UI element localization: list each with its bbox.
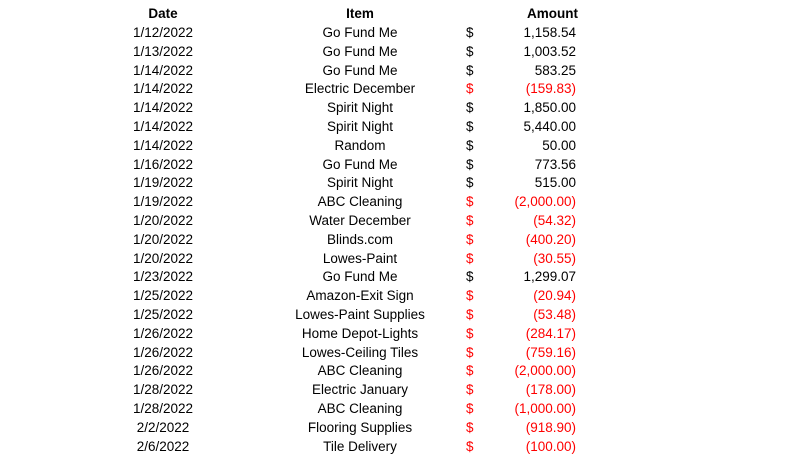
row-currency: $ [466, 401, 474, 416]
row-amount: 583.25 [534, 62, 576, 78]
row-amount: 50.00 [542, 137, 576, 153]
row-amount: (178.00) [525, 382, 576, 398]
row-date: 1/26/2022 [132, 325, 194, 341]
row-currency: $ [466, 43, 474, 59]
table-row [0, 211, 791, 230]
row-date: 2/6/2022 [136, 438, 190, 454]
row-amount: 1,003.52 [523, 43, 576, 59]
row-currency: $ [466, 269, 474, 285]
table-row [0, 23, 791, 42]
row-currency: $ [466, 175, 474, 191]
row-amount: 1,850.00 [523, 100, 576, 116]
row-currency: $ [466, 81, 474, 97]
row-amount: 1,299.07 [523, 269, 576, 285]
row-amount: (400.20) [525, 231, 576, 247]
row-currency: $ [466, 363, 474, 379]
row-amount: (100.00) [525, 438, 576, 454]
table-row [0, 136, 791, 155]
row-date: 1/19/2022 [132, 175, 194, 191]
row-item: Go Fund Me [322, 62, 398, 78]
row-date: 1/23/2022 [132, 269, 194, 285]
row-date: 1/14/2022 [132, 100, 194, 116]
row-amount: (759.16) [525, 344, 576, 360]
row-currency: $ [466, 119, 474, 134]
row-amount: (30.55) [533, 250, 576, 266]
table-row [0, 286, 791, 305]
item-header: Item [346, 6, 374, 21]
row-item: Go Fund Me [322, 25, 398, 40]
table-row [0, 437, 791, 456]
table-row [0, 42, 791, 61]
row-currency: $ [466, 382, 474, 398]
row-currency: $ [466, 344, 474, 360]
row-amount: 5,440.00 [523, 119, 576, 134]
row-amount: (54.32) [533, 213, 576, 228]
row-currency: $ [466, 438, 474, 454]
row-currency: $ [466, 156, 474, 172]
row-item: ABC Cleaning [317, 194, 403, 210]
table-row [0, 343, 791, 362]
row-amount: 773.56 [534, 156, 576, 172]
row-currency: $ [466, 62, 474, 78]
row-item: Lowes-Ceiling Tiles [301, 344, 419, 360]
row-item: Amazon-Exit Sign [306, 288, 414, 304]
row-date: 1/19/2022 [132, 194, 194, 210]
row-amount: (1,000.00) [514, 401, 576, 416]
row-date: 1/25/2022 [132, 288, 194, 304]
row-item: Random [334, 137, 386, 153]
row-item: Flooring Supplies [307, 419, 413, 435]
row-date: 1/20/2022 [132, 213, 194, 228]
row-currency: $ [466, 25, 474, 40]
row-date: 1/20/2022 [132, 250, 194, 266]
row-item: Go Fund Me [322, 156, 398, 172]
row-date: 1/12/2022 [132, 25, 194, 40]
table-row [0, 117, 791, 136]
table-row [0, 98, 791, 117]
row-currency: $ [466, 288, 474, 304]
table-row [0, 173, 791, 192]
row-item: Spirit Night [326, 175, 394, 191]
row-item: Blinds.com [326, 231, 394, 247]
row-date: 1/25/2022 [132, 307, 194, 322]
row-currency: $ [466, 231, 474, 247]
table-row [0, 267, 791, 286]
row-date: 1/14/2022 [132, 119, 194, 134]
table-row [0, 380, 791, 399]
row-date: 1/20/2022 [132, 231, 194, 247]
row-date: 1/26/2022 [132, 344, 194, 360]
row-amount: 1,158.54 [523, 25, 576, 40]
row-item: ABC Cleaning [317, 401, 403, 416]
row-item: Water December [309, 213, 411, 228]
table-row [0, 61, 791, 80]
row-date: 1/28/2022 [132, 382, 194, 398]
table-row [0, 249, 791, 268]
row-item: Lowes-Paint [322, 250, 398, 266]
row-currency: $ [466, 213, 474, 228]
header-row [0, 4, 791, 23]
row-currency: $ [466, 194, 474, 210]
row-date: 1/28/2022 [132, 401, 194, 416]
table-row [0, 305, 791, 324]
row-item: Home Depot-Lights [301, 325, 419, 341]
row-currency: $ [466, 307, 474, 322]
row-currency: $ [466, 325, 474, 341]
table-row [0, 230, 791, 249]
row-item: Go Fund Me [322, 269, 398, 285]
row-item: Lowes-Paint Supplies [295, 307, 425, 322]
row-amount: (53.48) [533, 307, 576, 322]
table-row [0, 192, 791, 211]
row-item: Spirit Night [326, 119, 394, 134]
row-date: 1/14/2022 [132, 62, 194, 78]
row-item: Tile Delivery [323, 438, 397, 454]
table-row [0, 155, 791, 174]
row-amount: (918.90) [525, 419, 576, 435]
table-row [0, 361, 791, 380]
row-currency: $ [466, 419, 474, 435]
row-item: Go Fund Me [322, 43, 398, 59]
row-date: 1/14/2022 [132, 81, 194, 97]
row-amount: (2,000.00) [514, 194, 576, 210]
table-row [0, 79, 791, 98]
row-item: ABC Cleaning [317, 363, 403, 379]
row-currency: $ [466, 100, 474, 116]
table-row [0, 324, 791, 343]
date-header: Date [148, 6, 178, 21]
row-date: 1/16/2022 [132, 156, 194, 172]
row-date: 1/13/2022 [132, 43, 194, 59]
amount-header: Amount [527, 6, 578, 21]
table-row [0, 418, 791, 437]
row-amount: (159.83) [525, 81, 576, 97]
table-row [0, 399, 791, 418]
row-currency: $ [466, 137, 474, 153]
row-date: 1/26/2022 [132, 363, 194, 379]
row-date: 1/14/2022 [132, 137, 194, 153]
row-item: Electric December [304, 81, 416, 97]
row-amount: (20.94) [533, 288, 576, 304]
row-date: 2/2/2022 [136, 419, 190, 435]
row-amount: (284.17) [525, 325, 576, 341]
row-amount: 515.00 [534, 175, 576, 191]
row-item: Electric January [311, 382, 409, 398]
row-amount: (2,000.00) [514, 363, 576, 379]
row-currency: $ [466, 250, 474, 266]
row-item: Spirit Night [326, 100, 394, 116]
